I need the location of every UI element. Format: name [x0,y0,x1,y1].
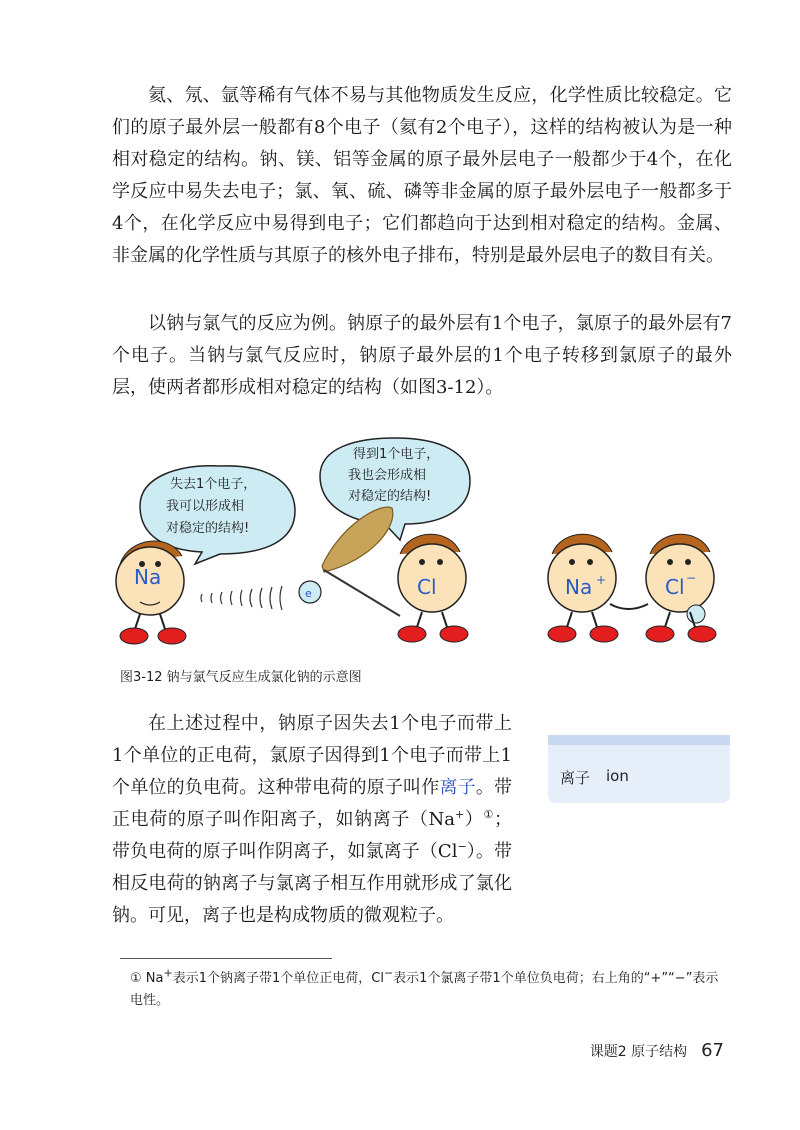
cl-atom-label: Cl [417,575,437,599]
ions-text-3: ） [464,809,484,830]
na-atom-label: Na [134,565,162,589]
ions-text-5: ）。带相反电荷的钠离子与氯离子相互作用就形成了氯化钠。可见，离子也是构成物质的微观粒子。 [112,841,513,926]
cl-bubble-line-3: 对稳定的结构! [348,489,432,504]
ions-text-4: ；带负电荷的原子叫作阴离子，如氯离子（Cl [112,809,512,862]
chlorine-atom-character [398,534,468,642]
page-footer [590,1040,724,1061]
electron [299,581,321,603]
electron-label: e [305,587,312,600]
footnote-cl-sup: − [383,966,394,980]
footnote-text-1: 表示1个钠离子带1个单位正电荷，Cl [172,971,384,986]
figure-caption: 图3-12 钠与氯气反应生成氯化钠的示意图 [120,670,362,685]
ions-text-1: 在上述过程中，钠原子因失去1个电子而带上1个单位的正电荷，氯原子因得到1个电子而带上1个单位的负电荷。这种带电荷的原子叫作 [112,713,512,798]
paragraph-ions [112,708,512,932]
na-bubble-line-3: 对稳定的结构! [166,521,250,536]
na-ion-superscript: + [455,808,465,821]
na-bubble-line-2: 我可以形成相 [166,499,245,514]
glossary-sidebox [548,735,730,803]
footnote-mark: ① [130,971,142,986]
motion-marks [201,586,282,610]
paragraph-stable-structure: 氦、氖、氩等稀有气体不易与其他物质发生反应，化学性质比较稳定。它们的原子最外层一般都有8个电子（氦有2个电子），这样的结构被认为是一种相对稳定的结构。钠、镁、铝等金属的原子最外层电子一般都少于4个，在化学反应中易失去电子；氯、氧、硫、磷等非金属的原子最外层电子一般都多于4个，在化学反应中易得到电子；它们都趋向于达到相对稳定的结构。金属、非金属的化学性质与其原子的核外电子排布，特别是最外层电子的数目有关。 [112,85,732,266]
sodium-atom-character [116,541,186,644]
paragraph-sodium-chlorine: 以钠与氯气的反应为例。钠原子的最外层有1个电子，氯原子的最外层有7个电子。当钠与氯气反应时，钠原子最外层的1个电子转移到氯原子的最外层，使两者都形成相对稳定的结构（如图3-12）。 [112,313,732,398]
footnote-divider [120,958,332,959]
ions-text-2: 。带正电荷的原子叫作阳离子，如钠离子（Na [112,777,513,830]
glossary-term-zh: 离子 [560,769,591,787]
figure-3-12 [110,436,750,661]
footnote-na: Na [141,971,164,986]
na-ion-charge: + [596,573,607,587]
chloride-ion-character [646,534,716,642]
footnote [130,968,730,1012]
cl-ion-label: Cl [665,575,685,599]
glossary-term-en: ion [606,767,629,785]
footnote-text-2: 表示1个氯离子带1个单位负电荷；右上角的“+”“−”表示电性。 [130,971,719,1008]
page-number: 67 [701,1040,724,1061]
holding-hands [610,604,648,609]
term-ion: 离子 [439,777,476,798]
na-bubble-line-1: 失去1个电子， [170,477,257,492]
section-title: 课题2 原子结构 [589,1044,688,1060]
cl-ion-charge: − [686,571,697,585]
cl-bubble-line-2: 我也会形成相 [348,468,427,483]
sodium-chlorine-illustration [110,436,750,661]
cl-ion-superscript: − [457,840,467,853]
footnote-na-sup: + [163,966,173,980]
footnote-reference[interactable]: ① [483,808,494,821]
butterfly-net [322,507,400,616]
sodium-ion-character [548,534,618,642]
cl-bubble-line-1: 得到1个电子， [353,447,440,462]
na-ion-label: Na [565,575,593,599]
cl-speech-bubble [320,438,470,540]
